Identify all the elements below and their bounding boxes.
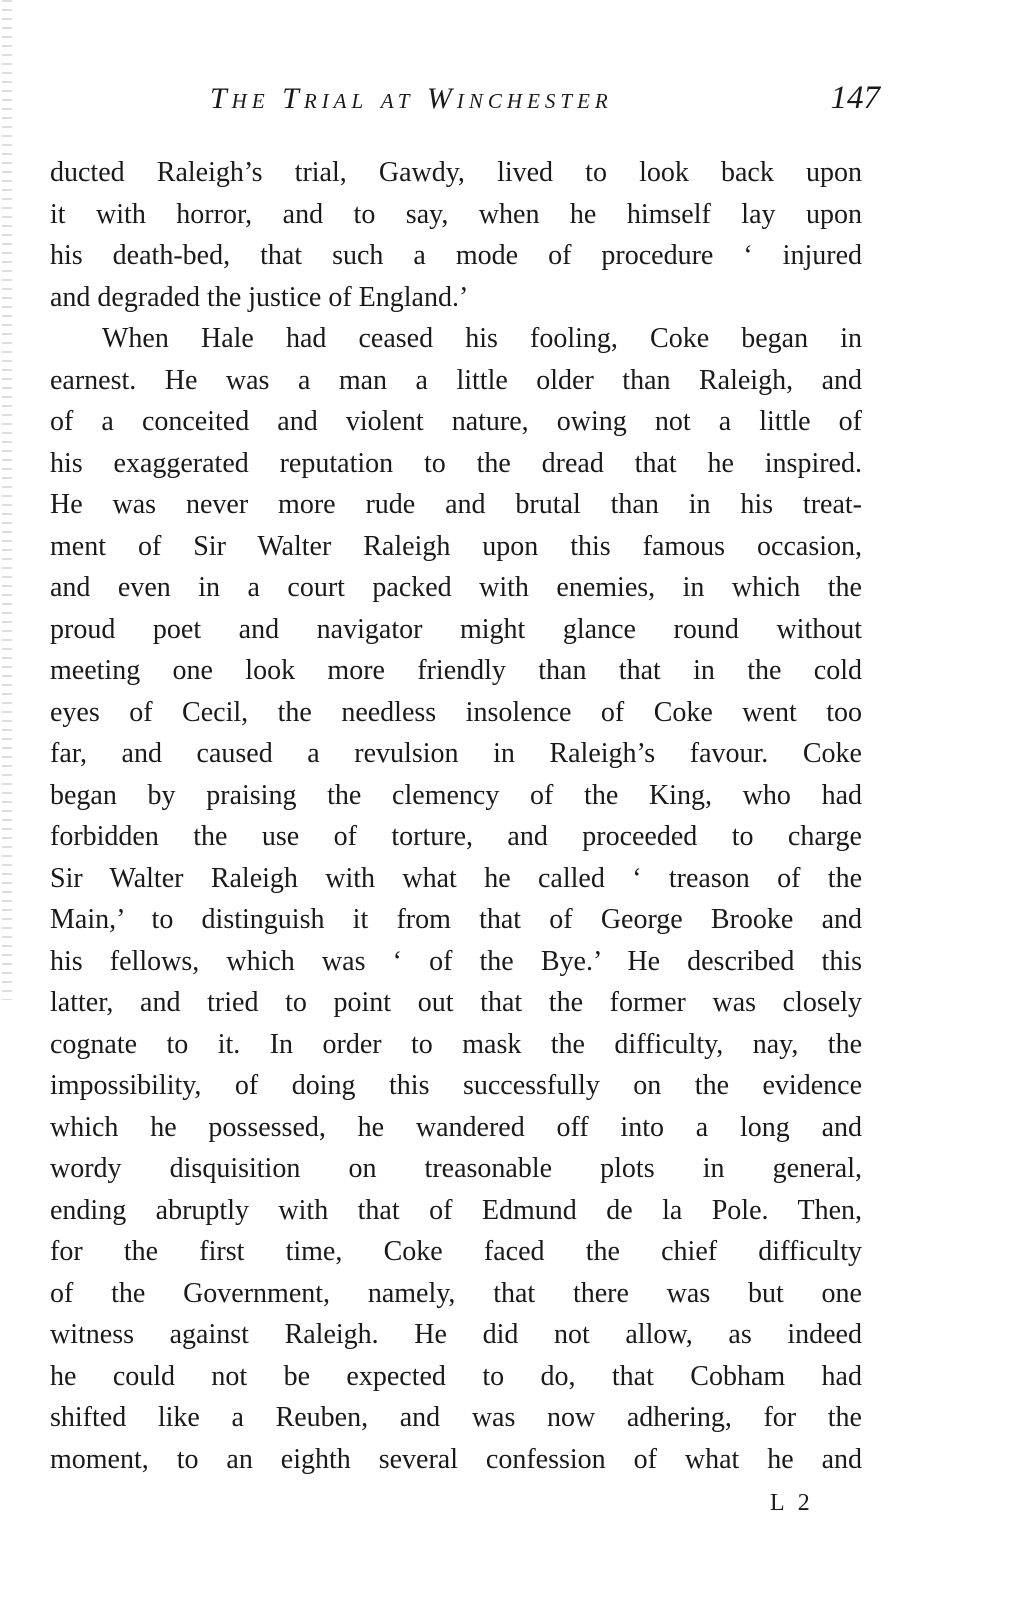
text-line: his exaggerated reputation to the dread that he inspired. [50,447,862,479]
text-line: and degraded the justice of England.’ [50,281,469,313]
text-line: witness against Raleigh. He did not allow, as indeed [50,1319,862,1350]
text-line: wordy disquisition on treasonable plots in general, [50,1153,862,1184]
text-line: his death-bed, that such a mode of procedure ‘ injured [50,240,862,271]
text-line: Main,’ to distinguish it from that of George Brooke and [50,904,862,935]
text-line: impossibility, of doing this successfully on the evidence [50,1070,862,1101]
text-line: began by praising the clemency of the King, who had [50,779,862,811]
text-line: Sir Walter Raleigh with what he called ‘ treason of the [50,862,862,894]
text-line: far, and caused a revulsion in Raleigh’s favour. Coke [50,738,862,769]
text-line: ending abruptly with that of Edmund de la Pole. Then, [50,1194,862,1226]
text-line: cognate to it. In order to mask the difficulty, nay, the [50,1028,862,1060]
page-number: 147 [830,80,880,116]
text-line: it with horror, and to say, when he himself lay upon [50,198,862,230]
text-line: moment, to an eighth several confession of what he and [50,1443,862,1475]
text-line: of a conceited and violent nature, owing not a little of [50,406,862,437]
text-line: for the first time, Coke faced the chief difficulty [50,1236,862,1267]
text-line: earnest. He was a man a little older than Raleigh, and [50,364,862,396]
text-line: latter, and tried to point out that the former was closely [50,987,862,1018]
text-line: ducted Raleigh’s trial, Gawdy, lived to look back upon [50,157,862,188]
paragraph-start-line: When Hale had ceased his fooling, Coke began in [102,323,862,354]
text-line: his fellows, which was ‘ of the Bye.’ He described this [50,945,862,977]
signature-mark: L 2 [770,1490,814,1516]
running-title: The Trial at Winchester [210,82,613,115]
text-line: eyes of Cecil, the needless insolence of Coke went too [50,696,862,728]
text-line: He was never more rude and brutal than in his treat- [50,489,862,520]
text-line: of the Government, namely, that there was but one [50,1277,862,1309]
text-line: proud poet and navigator might glance round without [50,613,862,645]
text-line: ment of Sir Walter Raleigh upon this famous occasion, [50,530,862,562]
scan-edge-artifact [2,0,12,1000]
text-line: and even in a court packed with enemies, in which the [50,572,862,603]
text-line: shifted like a Reuben, and was now adhering, for the [50,1402,862,1433]
text-line: he could not be expected to do, that Cobham had [50,1360,862,1392]
text-line: meeting one look more friendly than that in the cold [50,655,862,686]
body-text [50,152,862,1480]
text-line: which he possessed, he wandered off into a long and [50,1111,862,1143]
text-line: forbidden the use of torture, and proceeded to charge [50,821,862,852]
